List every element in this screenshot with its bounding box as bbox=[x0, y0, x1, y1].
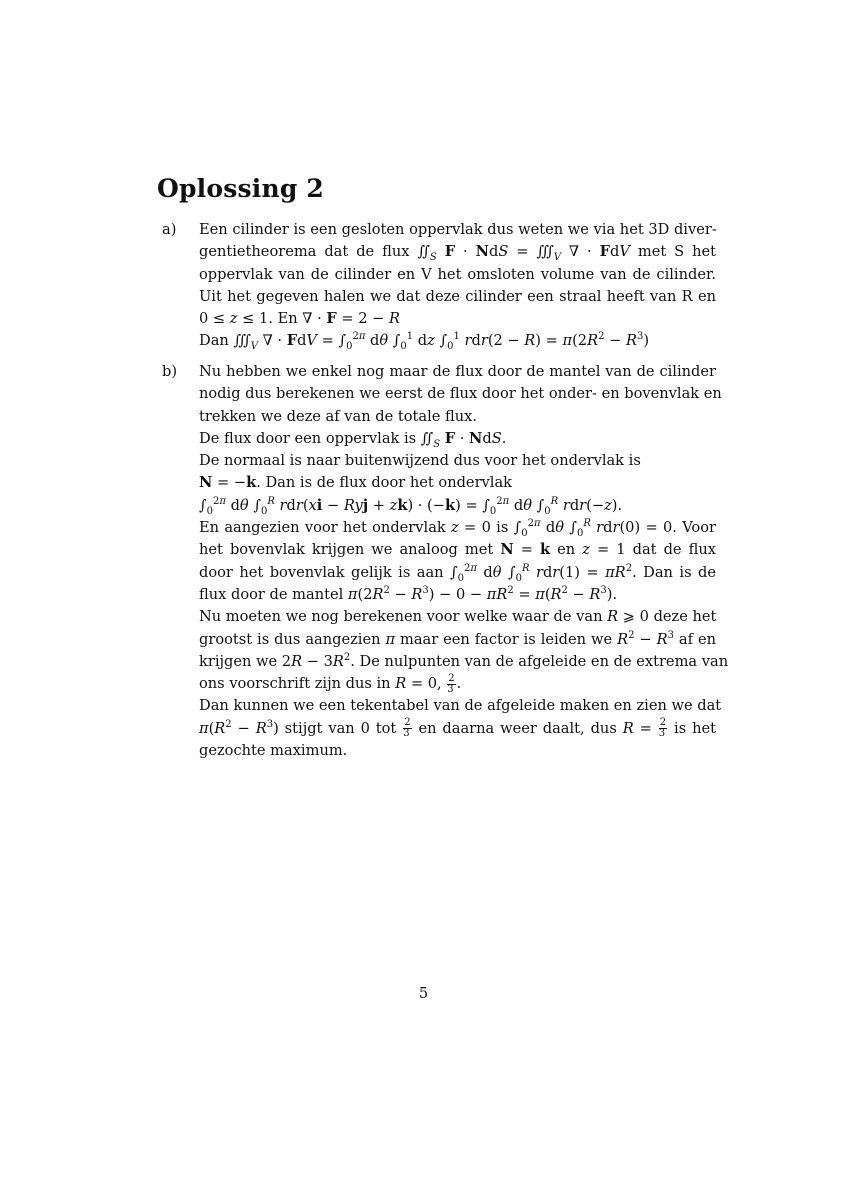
section-title: Oplossing 2 bbox=[157, 174, 325, 203]
part-a-line-1: Een cilinder is een gesloten oppervlak dus weten we via het 3D diver- bbox=[199, 221, 717, 238]
part-a-line-3: oppervlak van de cilinder en V het omsloten volume van de cilinder. bbox=[199, 265, 716, 283]
part-b-line-12: Nu moeten we nog berekenen voor welke waar de van R ⩾ 0 deze het bbox=[199, 608, 717, 626]
part-b-line-2: nodig dus berekenen we eerst de flux door het onder- en bovenvlak en bbox=[199, 385, 722, 403]
part-b-line-17: $\pi(R^2 - R^3)$ stijgt van 0 tot $\frac{2}{3}$ en daarna weer daalt, dus R = $\frac{2}{3}$ is het bbox=[199, 717, 716, 740]
part-b-line-8: En aangezien voor het ondervlak z = 0 is $\int_0^{2\pi}$ dθ $\int_0^R$ rdr(0) = 0. Voor bbox=[199, 518, 716, 539]
part-b-line-15: ons voorschrift zijn dus in R = 0, $\frac{2}{3}$ . bbox=[199, 672, 462, 695]
part-b-line-9: het bovenvlak krijgen we analoog met N = k en z = 1 dat de flux bbox=[199, 541, 716, 559]
part-a-body bbox=[199, 219, 716, 353]
part-a-line-5: 0 ≤ z ≤ 1. En ∇ · F = 2 − R bbox=[199, 310, 401, 328]
part-b-line-3: trekken we deze af van de totale flux. bbox=[199, 407, 478, 425]
part-a-line-2: gentietheorema dat de flux $∬_S$ F · NdS = $∭_V$ ∇ · FdV met S het bbox=[199, 243, 717, 264]
part-b-line-11: flux door de mantel $\pi(2R^2 - R^3) - 0 - \pi R^2 = \pi(R^2 - R^3)$. bbox=[199, 585, 618, 603]
part-b-marker: b) bbox=[162, 363, 178, 380]
part-b-line-4: De flux door een oppervlak is $∬_S$ F · NdS. bbox=[199, 429, 507, 450]
part-b-line-6: N = −k. Dan is de flux door het ondervlak bbox=[199, 474, 512, 492]
part-a-line-4: Uit het gegeven halen we dat deze cilinder een straal heeft van R en bbox=[199, 287, 716, 305]
part-b-body bbox=[199, 361, 729, 762]
part-b-line-14: krijgen we $2R - 3R^2$. De nulpunten van de afgeleide en de extrema van bbox=[199, 652, 729, 670]
solution-part-a bbox=[162, 219, 716, 353]
part-b-line-18: gezochte maximum. bbox=[199, 742, 348, 760]
part-b-line-5: De normaal is naar buitenwijzend dus voor het ondervlak is bbox=[199, 452, 641, 470]
part-a-line-6: Dan $∭_V$ ∇ · FdV = $\int_0^{2\pi}$ dθ $\int_0^1$ dz $\int_0^1$ $rdr(2 - R) = \pi(2R^2 - R^3)$ bbox=[199, 331, 650, 353]
part-a-marker: a) bbox=[162, 221, 177, 238]
part-b-line-7: $\int_0^{2\pi}$ dθ $\int_0^R$ rdr(xi − Ryj + $zk) \cdot (-k) = \int_0^{2\pi}$ dθ $\int_0^R$ rdr(−z). bbox=[199, 495, 623, 517]
part-b-line-10: door het bovenvlak gelijk is aan $\int_0^{2\pi}$ dθ $\int_0^R$ $rdr(1) = \pi R^2$. Dan is de bbox=[199, 562, 716, 584]
part-b-line-1: Nu hebben we enkel nog maar de flux door de mantel van de cilinder bbox=[199, 363, 716, 380]
part-b-line-16: Dan kunnen we een tekentabel van de afgeleide maken en zien we dat bbox=[199, 697, 722, 715]
part-b-line-13: grootst is dus aangezien π maar een factor is leiden we $R^2 - R^3$ af en bbox=[199, 629, 716, 648]
solution-part-b bbox=[162, 361, 729, 762]
page-number: 5 bbox=[418, 985, 429, 1002]
